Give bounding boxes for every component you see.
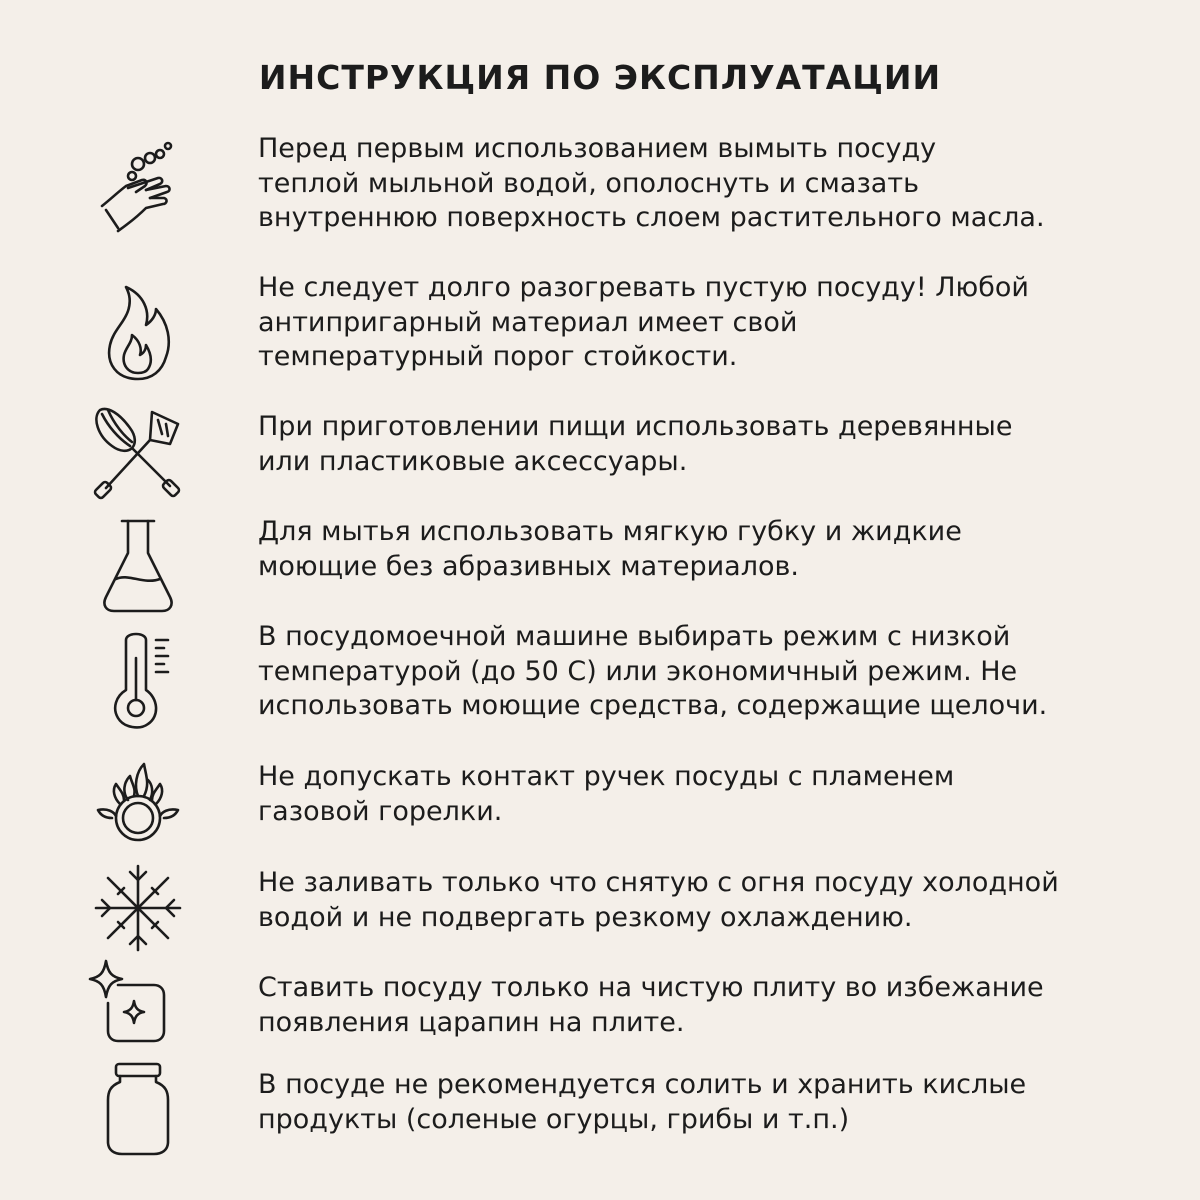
- instruction-text: Перед первым использованием вымыть посуду теплой мыльной водой, ополоснуть и смазать внутреннюю поверхность слоем растительного масла.: [258, 133, 1045, 233]
- instruction-text: В посуде не рекомендуется солить и хранить кислые продукты (соленые огурцы, грибы и т.п.): [258, 1069, 1027, 1135]
- instruction-text: Для мытья использовать мягкую губку и жидкие моющие без абразивных материалов.: [258, 516, 962, 582]
- instruction-text: Ставить посуду только на чистую плиту во избежание появления царапин на плите.: [258, 972, 1044, 1038]
- page-title: ИНСТРУКЦИЯ ПО ЭКСПЛУАТАЦИИ: [258, 58, 942, 97]
- instruction-text: При приготовлении пищи использовать деревянные или пластиковые аксессуары.: [258, 411, 1013, 477]
- instruction-text: Не допускать контакт ручек посуды с пламенем газовой горелки.: [258, 761, 955, 827]
- thermometer-icon: [88, 630, 188, 730]
- washing-hands-icon: [88, 136, 188, 236]
- gas-burner-icon: [88, 748, 188, 848]
- instruction-text: В посудомоечной машине выбирать режим с низкой температурой (до 50 С) или экономичный режим. Не использовать моющие средства, содержащие щелочи.: [258, 621, 1048, 721]
- instruction-text: Не следует долго разогревать пустую посуду! Любой антипригарный материал имеет свой температурный порог стойкости.: [258, 272, 1029, 372]
- flask-icon: [88, 515, 188, 615]
- jar-icon: [88, 1058, 188, 1158]
- flame-icon: [88, 283, 188, 383]
- instruction-text: Не заливать только что снятую с огня посуду холодной водой и не подвергать резкому охлаждению.: [258, 867, 1059, 933]
- clean-surface-icon: [88, 953, 188, 1053]
- whisk-spatula-icon: [88, 402, 188, 502]
- snowflake-icon: [88, 858, 188, 958]
